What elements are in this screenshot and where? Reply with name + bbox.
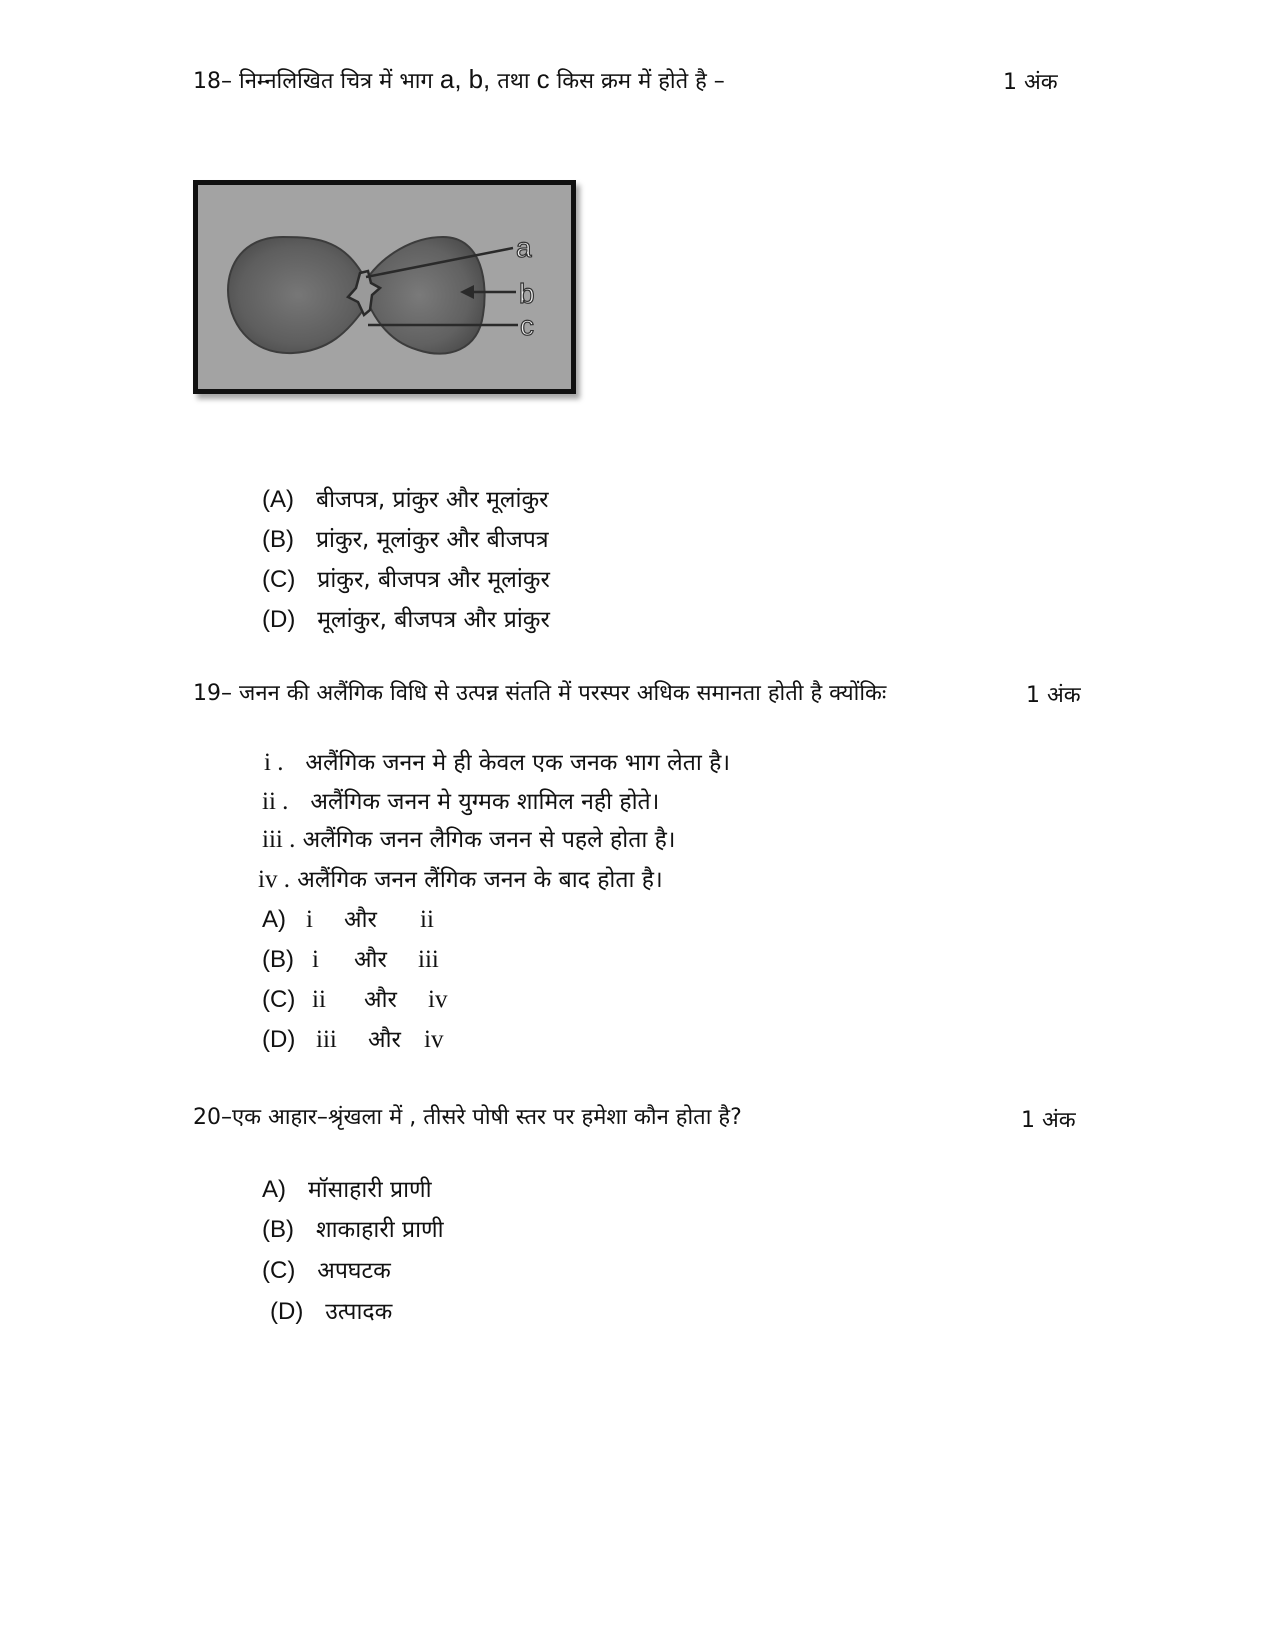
option-text: बीजपत्र, प्रांकुर और मूलांकुर [315, 487, 549, 513]
option-conj: और [354, 947, 387, 973]
option-label: (C) [262, 566, 296, 593]
option-text: प्रांकुर, मूलांकुर और बीजपत्र [315, 527, 549, 553]
q19-marks: 1 अंक [1026, 683, 1081, 708]
statement-number: i . [264, 749, 284, 776]
option-first: i [306, 906, 313, 933]
option-text: उत्पादक [325, 1299, 393, 1325]
option-text: मूलांकुर, बीजपत्र और प्रांकुर [317, 607, 550, 633]
q20-option[interactable] [270, 1294, 392, 1326]
q19-statement [262, 822, 676, 854]
q18-option[interactable] [262, 482, 549, 514]
option-text: प्रांकुर, बीजपत्र और मूलांकुर [317, 567, 550, 593]
q20-option[interactable] [262, 1212, 444, 1244]
option-label: (C) [262, 1257, 296, 1284]
option-text: शाकाहारी प्राणी [315, 1217, 444, 1243]
q18-text-part: तथा [497, 69, 530, 94]
option-first: iii [316, 1026, 337, 1053]
option-label: (D) [262, 1026, 296, 1053]
option-label: (B) [262, 1216, 294, 1243]
seed-embryo-figure [193, 180, 576, 394]
q18-label-b: b, [468, 64, 491, 94]
seed-embryo-illustration [198, 185, 571, 389]
option-text: मॉसाहारी प्राणी [307, 1177, 432, 1203]
q18-marks: 1 अंक [1003, 70, 1058, 95]
option-second: iv [428, 986, 448, 1013]
q19-text: जनन की अलैंगिक विधि से उत्पन्न संतति में परस्पर अधिक समानता होती है क्योंकिः [239, 681, 887, 706]
q18-text-part: निम्नलिखित चित्र में भाग [239, 69, 433, 94]
figure-label-c: c [520, 310, 534, 341]
statement-number: iv . [258, 866, 290, 893]
q18-option[interactable] [262, 602, 550, 634]
option-second: iii [418, 946, 439, 973]
statement-text: अलैंगिक जनन लैंगिक जनन के बाद होता है। [297, 867, 663, 893]
option-label: (C) [262, 986, 296, 1013]
figure-label-b: b [519, 278, 535, 309]
q19-option[interactable] [262, 1022, 443, 1054]
option-label: (B) [262, 946, 294, 973]
option-first: ii [312, 986, 326, 1013]
q20-question [193, 1101, 742, 1131]
q18-text-part: किस क्रम में होते है – [556, 69, 725, 94]
option-text: अपघटक [317, 1258, 391, 1284]
statement-text: अलैंगिक जनन लैगिक जनन से पहले होता है। [302, 827, 676, 853]
option-label: A) [262, 1176, 286, 1203]
q20-marks: 1 अंक [1021, 1108, 1076, 1133]
q20-option[interactable] [262, 1172, 432, 1204]
option-second: iv [424, 1026, 444, 1053]
option-conj: और [364, 987, 397, 1013]
option-label: A) [262, 906, 286, 933]
option-label: (D) [270, 1298, 304, 1325]
q20-option[interactable] [262, 1253, 391, 1285]
q19-option[interactable] [262, 982, 447, 1014]
option-label: (B) [262, 526, 294, 553]
q18-number: 18– [193, 69, 232, 94]
q19-question [193, 677, 886, 707]
q19-option[interactable] [262, 942, 439, 974]
q18-label-c: c [536, 64, 550, 94]
statement-text: अलैंगिक जनन मे ही केवल एक जनक भाग लेता है। [305, 750, 731, 776]
statement-text: अलैंगिक जनन मे युग्मक शामिल नही होते। [310, 789, 660, 815]
q20-text: एक आहार–श्रृंखला में , तीसरे पोषी स्तर पर हमेशा कौन होता है? [232, 1105, 742, 1130]
q20-number: 20– [193, 1105, 232, 1130]
q19-statement [264, 745, 730, 777]
option-label: (A) [262, 486, 294, 513]
option-conj: और [344, 907, 377, 933]
option-second: ii [420, 906, 434, 933]
option-label: (D) [262, 606, 296, 633]
q18-option[interactable] [262, 522, 549, 554]
statement-number: ii . [262, 788, 289, 815]
statement-number: iii . [262, 826, 296, 853]
q19-option[interactable] [262, 902, 434, 934]
q18-question [193, 64, 725, 95]
q19-number: 19– [193, 681, 232, 706]
figure-label-a: a [516, 232, 532, 263]
option-conj: और [368, 1027, 401, 1053]
q18-option[interactable] [262, 562, 550, 594]
q19-statement [258, 862, 663, 894]
option-first: i [312, 946, 319, 973]
q18-label-a: a, [439, 64, 462, 94]
q19-statement [262, 784, 659, 816]
